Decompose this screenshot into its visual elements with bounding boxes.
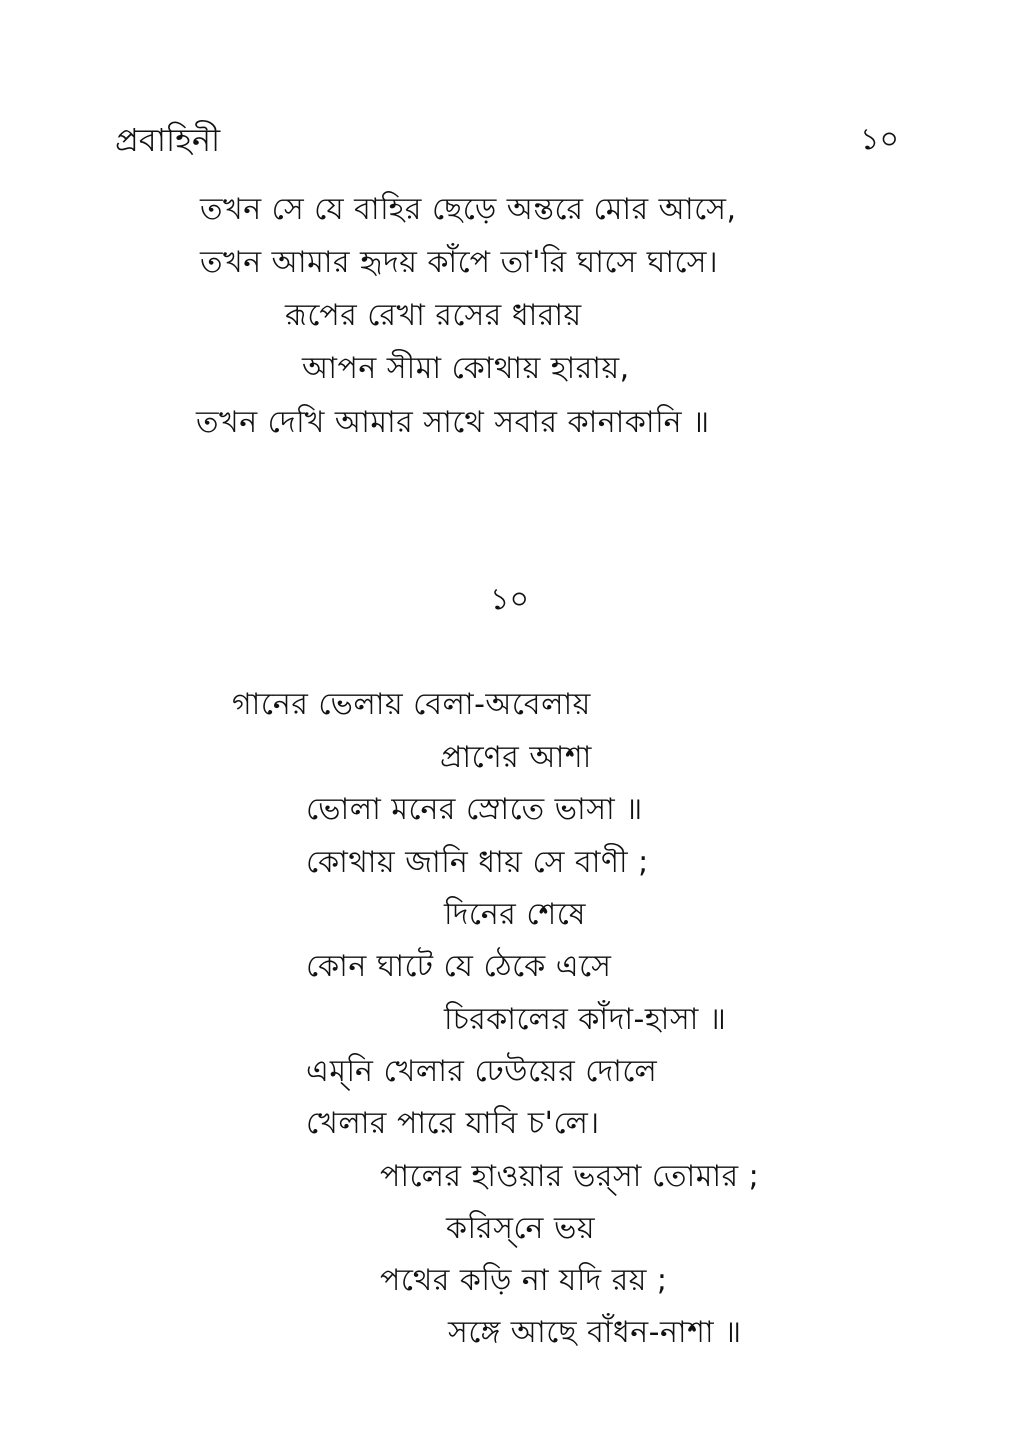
poem-line: আপন সীমা কোথায় হারায়, (302, 351, 630, 386)
poem-line: পালের হাওয়ার ভর্‌সা তোমার ; (380, 1159, 760, 1194)
poem-line: গানের ভেলায় বেলা-অবেলায় (232, 687, 591, 722)
poem-line: খেলার পারে যাবি চ'লে। (306, 1106, 600, 1141)
poem-line: করিস্‌নে ভয় (446, 1211, 596, 1246)
poem-line: কোথায় জানি ধায় সে বাণী ; (306, 845, 649, 880)
poem-line: ভোলা মনের স্রোতে ভাসা ॥ (306, 792, 643, 827)
poem-line: তখন দেখি আমার সাথে সবার কানাকানি ॥ (196, 405, 710, 440)
poem-line: সঙ্গে আছে বাঁধন-নাশা ॥ (448, 1315, 742, 1350)
poem-line: দিনের শেষে (444, 897, 586, 932)
poem-line: তখন সে যে বাহির ছেড়ে অন্তরে মোর আসে, (200, 192, 737, 227)
poem-line: পথের কড়ি না যদি রয় ; (380, 1263, 668, 1298)
poem-line: প্রাণের আশা (440, 740, 592, 775)
book-title: প্রবাহিনী (115, 121, 221, 159)
poem-line: তখন আমার হৃদয় কাঁপে তা'রি ঘাসে ঘাসে। (200, 245, 719, 280)
poem-number: ১০ (490, 582, 529, 617)
poem-line: কোন ঘাটে যে ঠেকে এসে (306, 949, 612, 984)
poem-line: রূপের রেখা রসের ধারায় (285, 298, 582, 333)
poem-line: এম্‌নি খেলার ঢেউয়ের দোলে (306, 1054, 658, 1089)
page-number: ১০ (860, 122, 899, 157)
poem-line: চিরকালের কাঁদা-হাসা ॥ (444, 1002, 727, 1037)
